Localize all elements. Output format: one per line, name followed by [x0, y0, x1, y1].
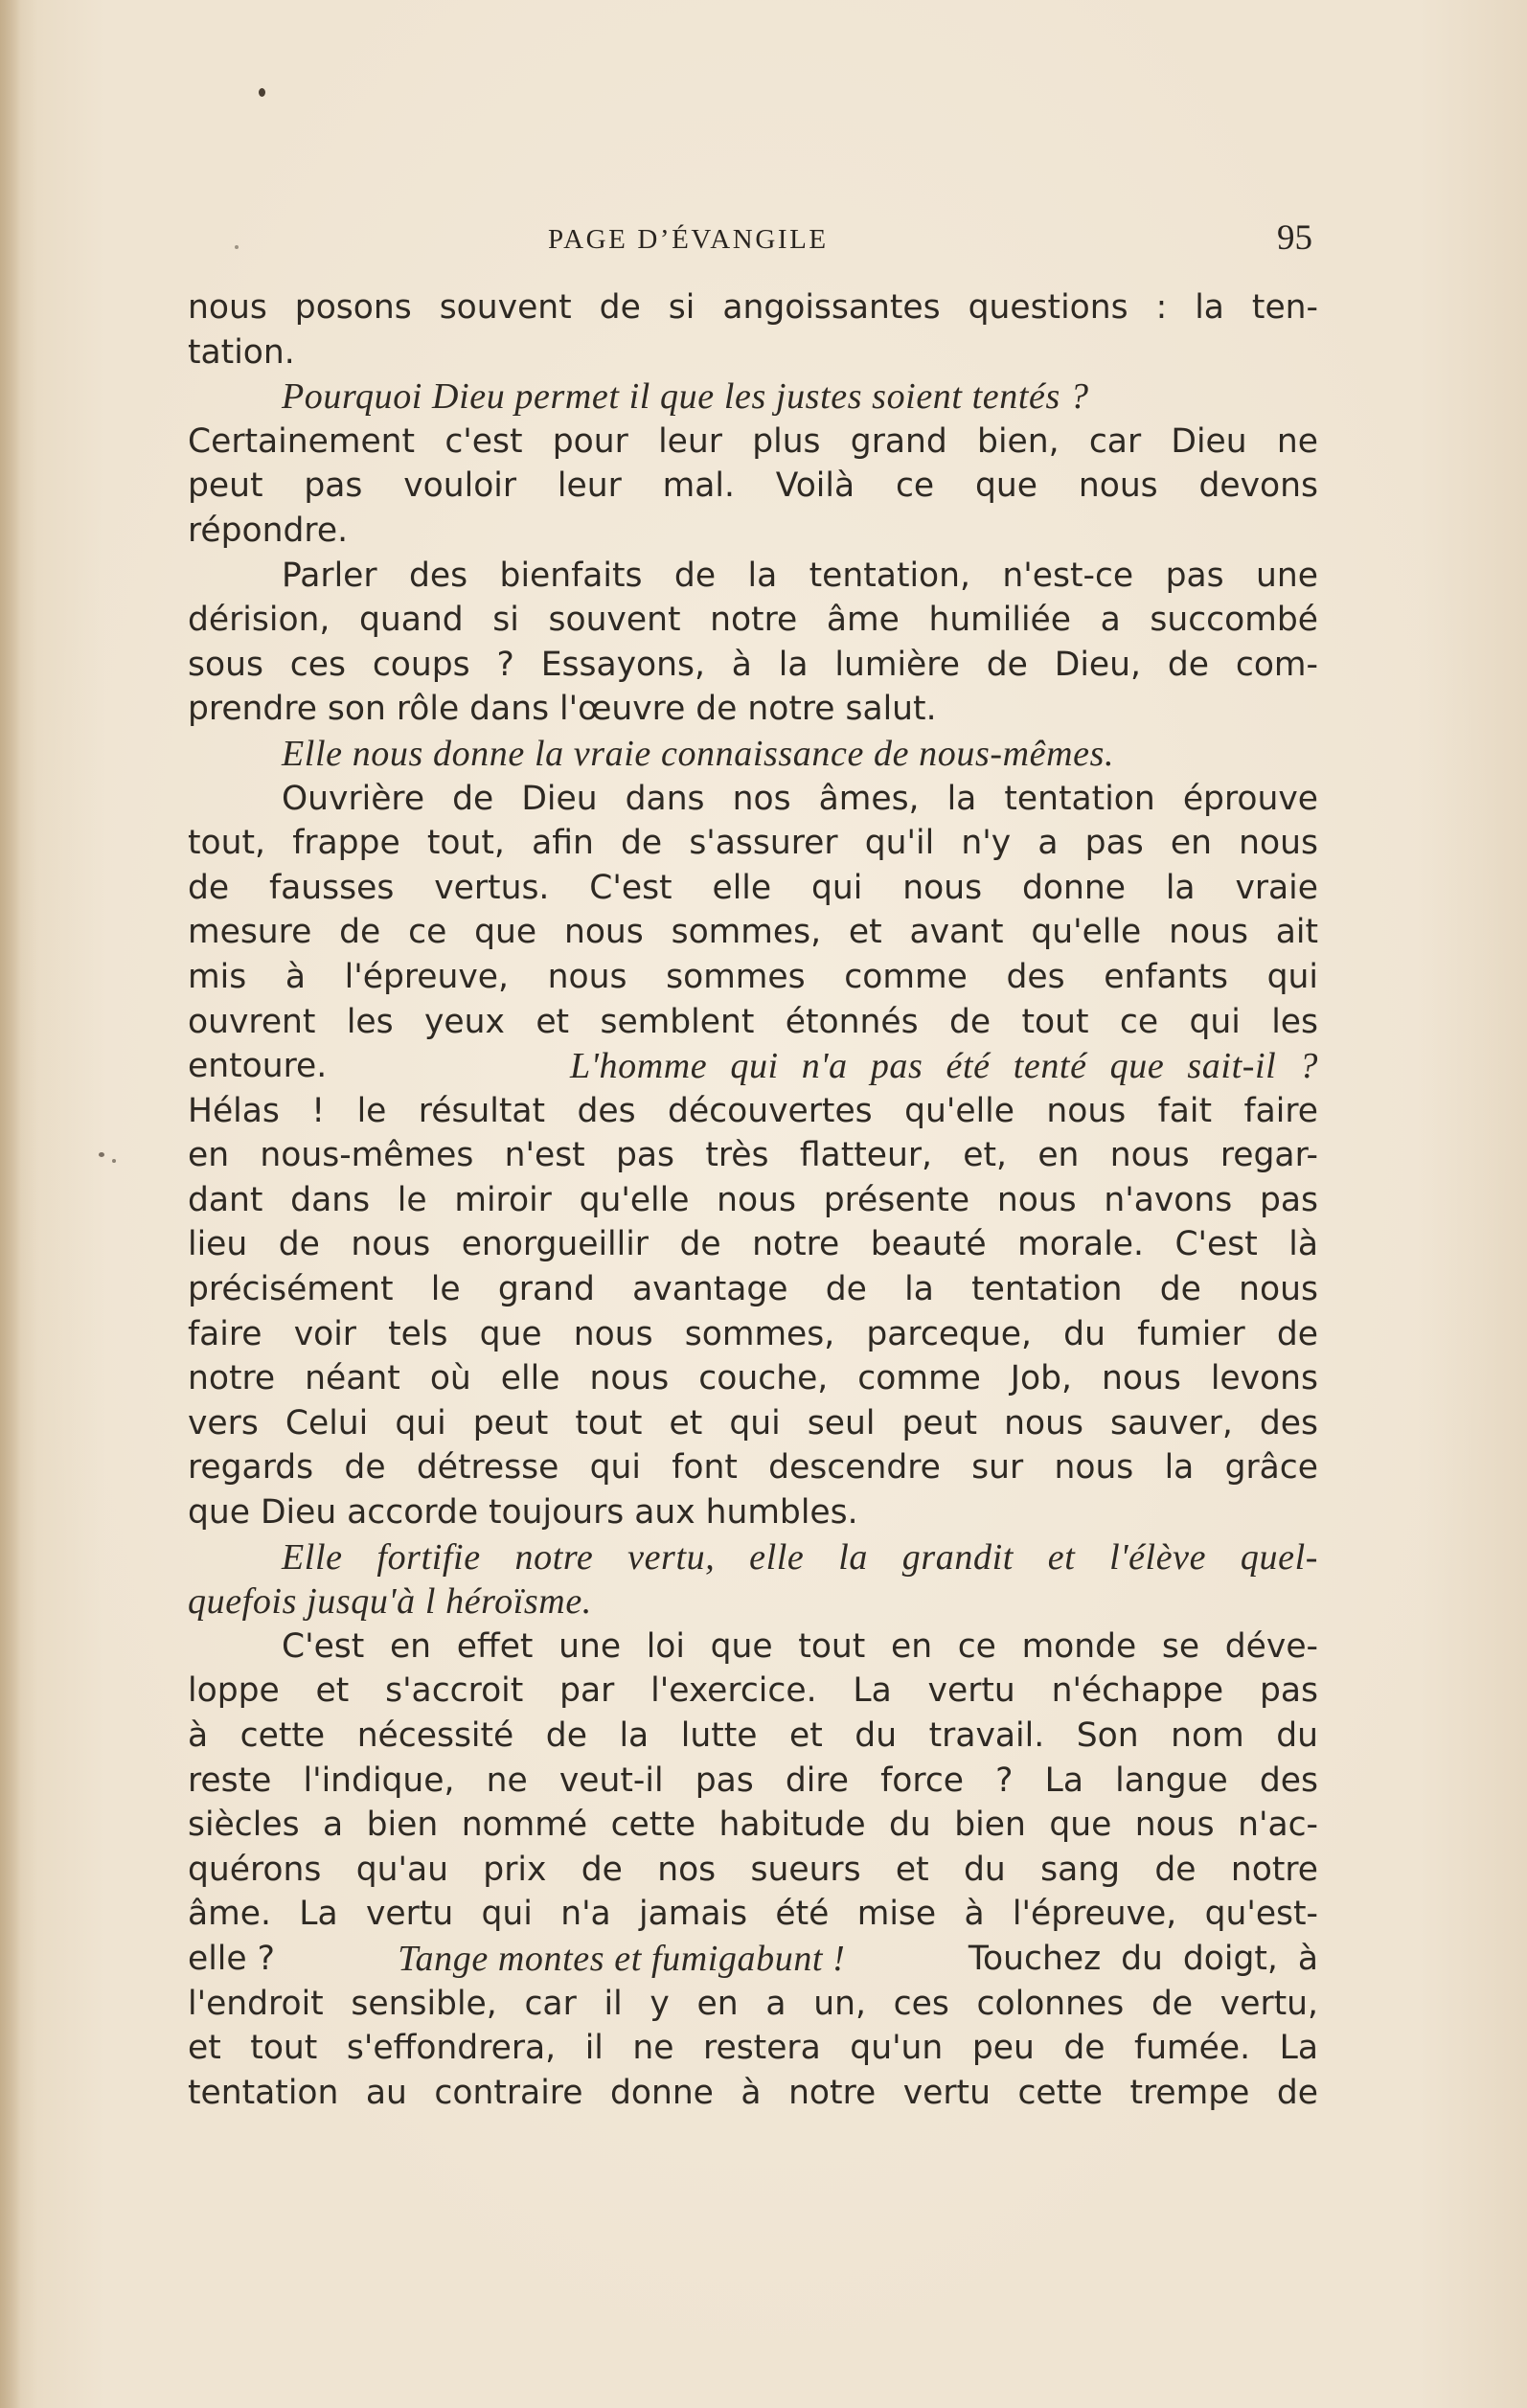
page-header — [182, 215, 1322, 262]
paper-speck — [112, 1159, 116, 1163]
text-line: l'endroit sensible, car il y en a un, ces colonnes de vertu, — [188, 1984, 1318, 2023]
text-fragment: entoure. — [188, 1047, 328, 1086]
italic-heading: quefois jusqu'à l héroïsme. — [188, 1581, 592, 1623]
text-line: Ouvrière de Dieu dans nos âmes, la tentation éprouve — [282, 779, 1318, 818]
text-line-mixed — [188, 1044, 1318, 1089]
text-line: à cette nécessité de la lutte et du travail. Son nom du — [188, 1716, 1318, 1755]
text-line: quérons qu'au prix de nos sueurs et du sang de notre — [188, 1850, 1318, 1889]
text-line: dant dans le miroir qu'elle nous présente nous n'avons pas — [188, 1180, 1318, 1219]
text-line: répondre. — [188, 511, 349, 550]
text-line: précisément le grand avantage de la tentation de nous — [188, 1270, 1318, 1309]
body-text — [188, 285, 1318, 2115]
text-line: vers Celui qui peut tout et qui seul peut nous sauver, des — [188, 1403, 1318, 1443]
text-line: notre néant où elle nous couche, comme Job, nous levons — [188, 1359, 1318, 1398]
text-line: en nous-mêmes n'est pas très flatteur, et, en nous regar- — [188, 1136, 1318, 1175]
text-line: prendre son rôle dans l'œuvre de notre salut. — [188, 690, 937, 729]
text-line: siècles a bien nommé cette habitude du bien que nous n'ac- — [188, 1806, 1318, 1845]
text-line: peut pas vouloir leur mal. Voilà ce que nous devons — [188, 466, 1318, 506]
italic-heading: Pourquoi Dieu permet il que les justes soient tentés ? — [282, 376, 1089, 418]
text-line: tation. — [188, 332, 295, 372]
text-line: de fausses vertus. C'est elle qui nous donne la vraie — [188, 868, 1318, 907]
page-gutter-shadow — [0, 0, 21, 2408]
text-line: âme. La vertu qui n'a jamais été mise à l'épreuve, qu'est- — [188, 1895, 1318, 1934]
text-line: tout, frappe tout, afin de s'assurer qu'il n'y a pas en nous — [188, 824, 1318, 863]
text-line: mis à l'épreuve, nous sommes comme des enfants qui — [188, 957, 1318, 996]
text-fragment: elle ? — [188, 1939, 275, 1978]
italic-heading: Elle fortifie notre vertu, elle la grandit et l'élève quel- — [282, 1536, 1318, 1578]
text-line: nous posons souvent de si angoissantes questions : la ten- — [188, 288, 1318, 327]
paper-speck — [259, 88, 265, 97]
text-line: faire voir tels que nous sommes, parceque, du fumier de — [188, 1314, 1318, 1353]
text-line: Hélas ! le résultat des découvertes qu'elle nous fait faire — [188, 1091, 1318, 1130]
text-line: ouvrent les yeux et semblent étonnés de tout ce qui les — [188, 1002, 1318, 1041]
text-line: loppe et s'accroit par l'exercice. La vertu n'échappe pas — [188, 1671, 1318, 1711]
text-line: Certainement c'est pour leur plus grand bien, car Dieu ne — [188, 421, 1318, 461]
text-fragment: Touchez du doigt, à — [968, 1939, 1318, 1978]
italic-fragment: Tange montes et fumigabunt ! — [398, 1938, 846, 1979]
text-line: lieu de nous enorgueillir de notre beauté morale. C'est là — [188, 1225, 1318, 1264]
text-line: mesure de ce que nous sommes, et avant qu'elle nous ait — [188, 913, 1318, 952]
running-head: PAGE D’ÉVANGILE — [548, 224, 829, 255]
text-line: reste l'indique, ne veut-il pas dire force ? La langue des — [188, 1761, 1318, 1800]
text-line: et tout s'effondrera, il ne restera qu'un peu de fumée. La — [188, 2029, 1318, 2068]
text-line: C'est en effet une loi que tout en ce monde se déve- — [282, 1626, 1318, 1666]
text-line: tentation au contraire donne à notre vertu cette trempe de — [188, 2073, 1318, 2112]
text-line-mixed — [188, 1937, 1318, 1982]
text-line: Parler des bienfaits de la tentation, n'est-ce pas une — [282, 556, 1318, 595]
text-line: sous ces coups ? Essayons, à la lumière de Dieu, de com- — [188, 645, 1318, 684]
text-line: dérision, quand si souvent notre âme humiliée a succombé — [188, 601, 1318, 640]
italic-fragment: L'homme qui n'a pas été tenté que sait-il ? — [570, 1046, 1318, 1087]
text-line: regards de détresse qui font descendre sur nous la grâce — [188, 1448, 1318, 1488]
paper-speck — [99, 1152, 104, 1157]
page-number: 95 — [1277, 218, 1312, 258]
italic-heading: Elle nous donne la vraie connaissance de nous-mêmes. — [282, 733, 1115, 774]
text-line: que Dieu accorde toujours aux humbles. — [188, 1493, 858, 1533]
